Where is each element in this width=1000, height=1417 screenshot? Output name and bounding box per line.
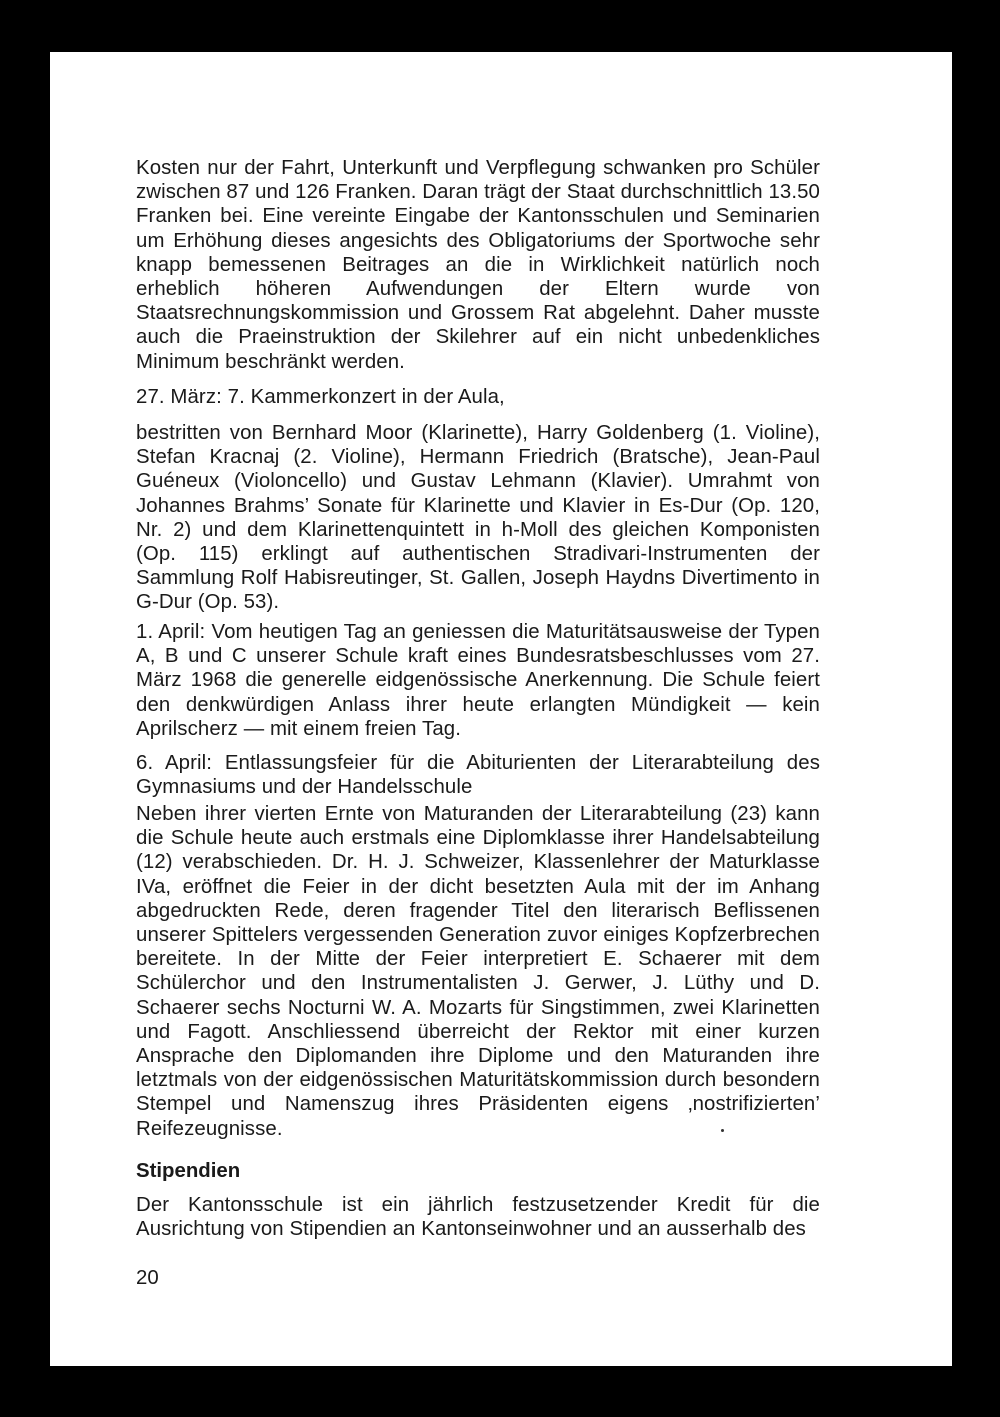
paragraph-stipendien xyxy=(136,1193,820,1241)
paragraph-april-sixth-body xyxy=(136,802,820,1141)
concert-heading-text: 27. März: 7. Kammerkonzert in der Aula, xyxy=(136,386,505,408)
paragraph-april-sixth-heading xyxy=(136,751,820,799)
april-sixth-body-text: Neben ihrer vierten Ernte von Maturanden der Literarabteilung (23) kann die Schule heute auch erstmals eine Diplomklasse ihrer Handelsabteilung (12) verabschieden. Dr. H. J. Schweizer, Klassenlehrer der Maturklasse IVa, eröffnet die Feier in der dicht besetzten Aula mit der im Anhang abgedruckten Rede, deren fragender Titel den literarisch Beflissenen unserer Spittelers vergessenden Generation zuvor einiges Kopfzerbrechen bereitete. In der Mitte der Feier interpretiert E. Schaerer mit dem Schülerchor und den Instrumentalisten J. Gerwer, J. Lüthy und D. Schaerer sechs Nocturni W. A. Mozarts für Singstimmen, zwei Klarinetten und Fagott. Anschliessend überreicht der Rektor mit einer kurzen Ansprache den Diplomanden ihre Diplome und den Maturanden ihre letztmals von der eidgenössischen Maturitätskommission durch besondern Stempel und Namenszug ihres Präsidenten eigens ‚nostrifizierten’ Reifezeugnisse. xyxy=(136,803,820,1140)
paragraph-costs xyxy=(136,156,820,374)
section-heading-stipendien: Stipendien xyxy=(136,1160,241,1182)
paragraph-concert-body xyxy=(136,421,820,615)
april-sixth-heading-text: 6. April: Entlassungsfeier für die Abiturienten der Literarabteilung des Gymnasiums und der Handelsschule xyxy=(136,752,820,799)
page-number: 20 xyxy=(136,1267,159,1289)
print-speck xyxy=(721,1129,724,1132)
april-first-text: 1. April: Vom heutigen Tag an geniessen die Maturitätsausweise der Typen A, B und C unserer Schule kraft eines Bundesratsbeschlusses vom 27. März 1968 die generelle eidgenössische Anerkennung. Die Schule feiert den denkwürdigen Anlass ihrer heute erlangten Mündigkeit — kein Aprilscherz — mit einem freien Tag. xyxy=(136,621,820,740)
concert-body-text: bestritten von Bernhard Moor (Klarinette), Harry Goldenberg (1. Violine), Stefan Kracnaj (2. Violine), Hermann Friedrich (Bratsche), Jean-Paul Guéneux (Violoncello) und Gustav Lehmann (Klavier). Umrahmt von Johannes Brahms’ Sonate für Klarinette und Klavier in Es-Dur (Op. 120, Nr. 2) und dem Klarinettenquintett in h-Moll des gleichen Komponisten (Op. 115) erklingt auf authentischen Stradivari-Instrumenten der Sammlung Rolf Habisreutinger, St. Gallen, Joseph Haydns Divertimento in G-Dur (Op. 53). xyxy=(136,422,820,614)
document-page xyxy=(50,52,952,1366)
stipendien-body-text: Der Kantonsschule ist ein jährlich festzusetzender Kredit für die Ausrichtung von Stipendien an Kantonseinwohner und an ausserhalb des xyxy=(136,1194,820,1241)
paragraph-costs-text: Kosten nur der Fahrt, Unterkunft und Verpflegung schwanken pro Schüler zwischen 87 und 126 Franken. Daran trägt der Staat durchschnittlich 13.50 Franken bei. Eine vereinte Eingabe der Kantonsschulen und Seminarien um Erhöhung dieses angesichts des Obligatoriums der Sportwoche sehr knapp bemessenen Beitrages an die in Wirklichkeit natürlich noch erheblich höheren Aufwendungen der Eltern wurde von Staatsrechnungskommission und Grossem Rat abgelehnt. Daher musste auch die Praeinstruktion der Skilehrer auf ein nicht unbedenkliches Minimum beschränkt werden. xyxy=(136,157,820,373)
paragraph-concert-heading xyxy=(136,385,820,409)
paragraph-april-first xyxy=(136,620,820,741)
